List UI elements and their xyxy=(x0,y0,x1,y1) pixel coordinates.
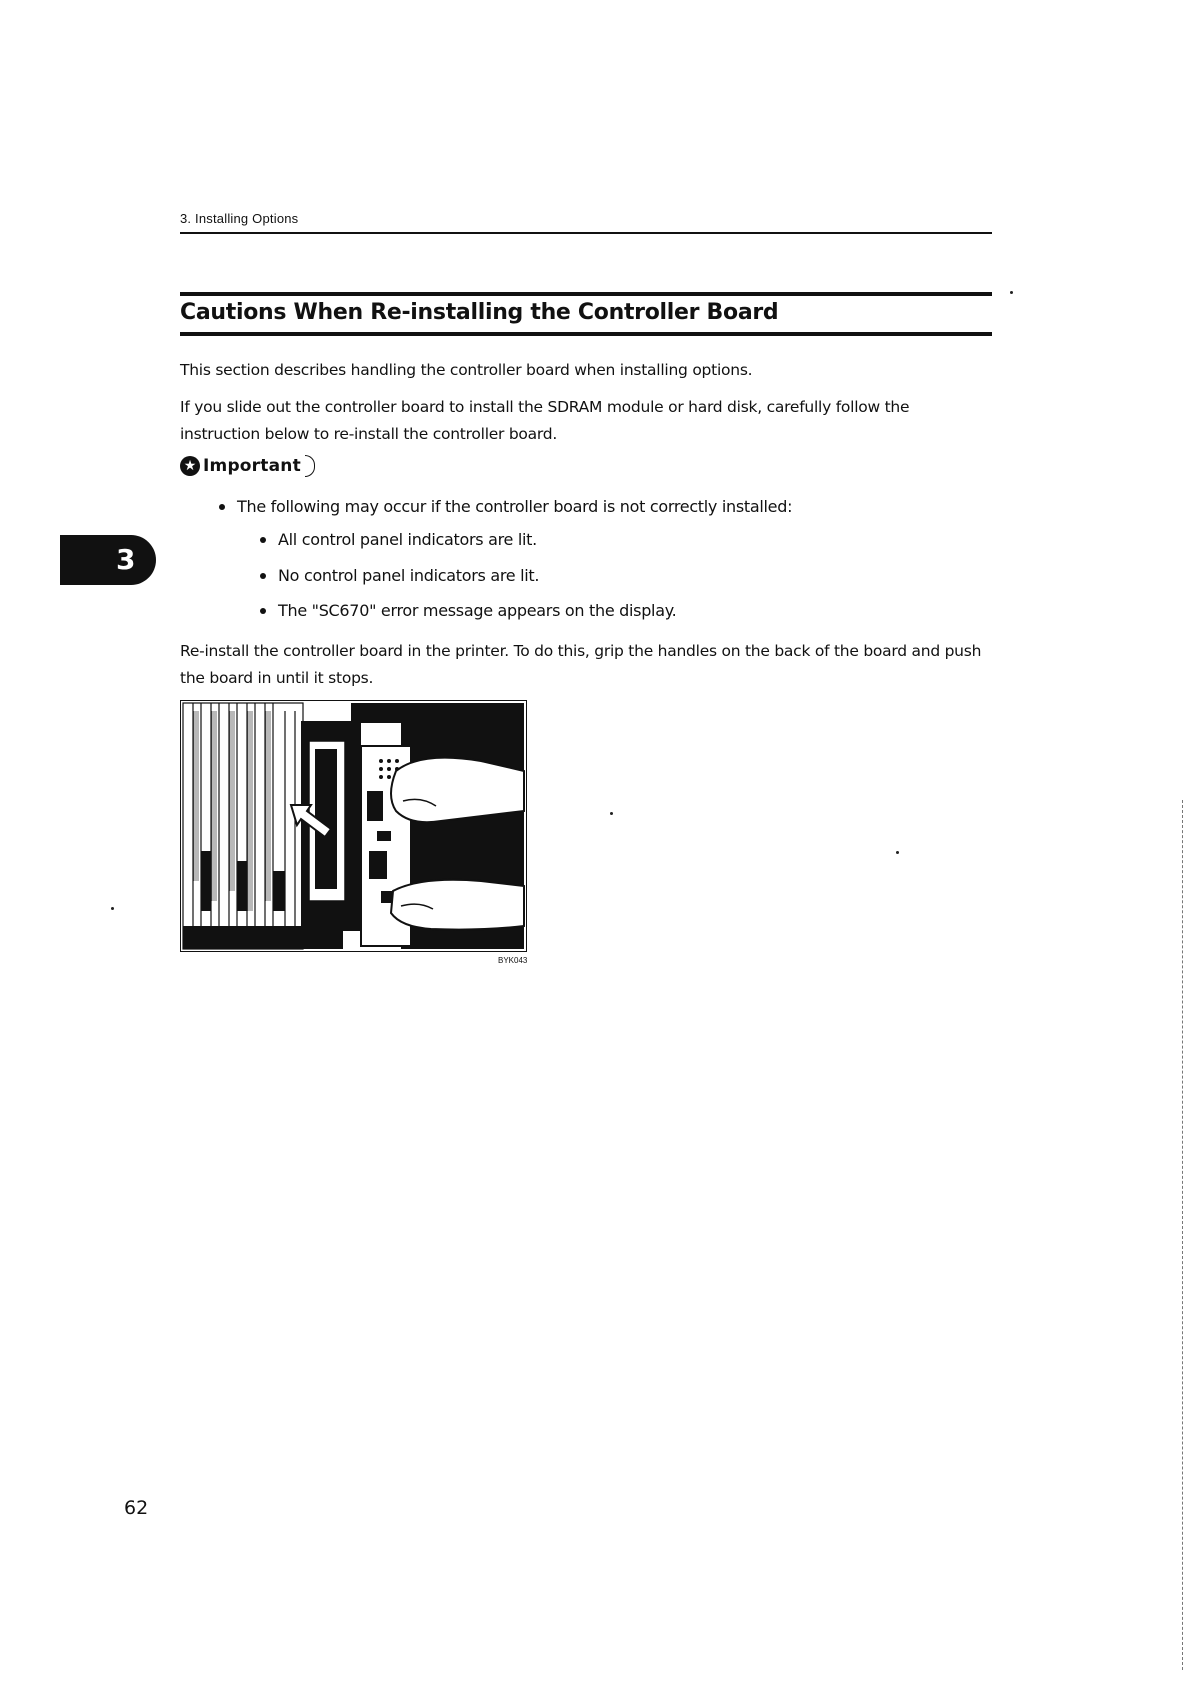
important-star-icon: ★ xyxy=(180,456,200,476)
procedure-paragraph: Re-install the controller board in the printer. To do this, grip the handles on the back of the board and push the board in until it stops. xyxy=(180,642,982,687)
bullet-dot xyxy=(260,608,266,614)
scan-speck xyxy=(610,812,613,815)
bullet-dot xyxy=(219,504,225,510)
bullet-item-text: The "SC670" error message appears on the display. xyxy=(278,601,677,620)
important-label: Important xyxy=(203,456,301,476)
scan-speck xyxy=(111,907,114,910)
important-callout xyxy=(180,455,315,477)
instruction-paragraph: If you slide out the controller board to install the SDRAM module or hard disk, carefully follow the instruction below to re-install the controller board. xyxy=(180,398,910,443)
important-bracket xyxy=(305,455,315,477)
title-rule-bottom xyxy=(180,332,992,336)
bullet-item-text: No control panel indicators are lit. xyxy=(278,566,540,585)
bullet-lead-text: The following may occur if the controller board is not correctly installed: xyxy=(237,497,793,516)
running-head: 3. Installing Options xyxy=(180,211,299,226)
chapter-number: 3 xyxy=(116,543,136,576)
page-number: 62 xyxy=(124,1497,149,1519)
header-rule xyxy=(180,232,992,234)
controller-board-illustration xyxy=(180,700,527,952)
bullet-item xyxy=(260,566,539,585)
bullet-item-text: All control panel indicators are lit. xyxy=(278,530,537,549)
bullet-dot xyxy=(260,573,266,579)
scan-speck xyxy=(896,851,899,854)
bullet-lead xyxy=(219,497,792,516)
chapter-tab xyxy=(60,535,156,585)
scan-speck xyxy=(1010,291,1013,294)
section-title: Cautions When Re-installing the Controller Board xyxy=(180,300,779,325)
bullet-item xyxy=(260,530,537,549)
bullet-dot xyxy=(260,537,266,543)
intro-paragraph: This section describes handling the controller board when installing options. xyxy=(180,361,753,379)
scan-edge-line xyxy=(1182,800,1184,1670)
figure-code: BYK043 xyxy=(498,956,528,965)
title-rule-top xyxy=(180,292,992,296)
bullet-item xyxy=(260,601,676,620)
